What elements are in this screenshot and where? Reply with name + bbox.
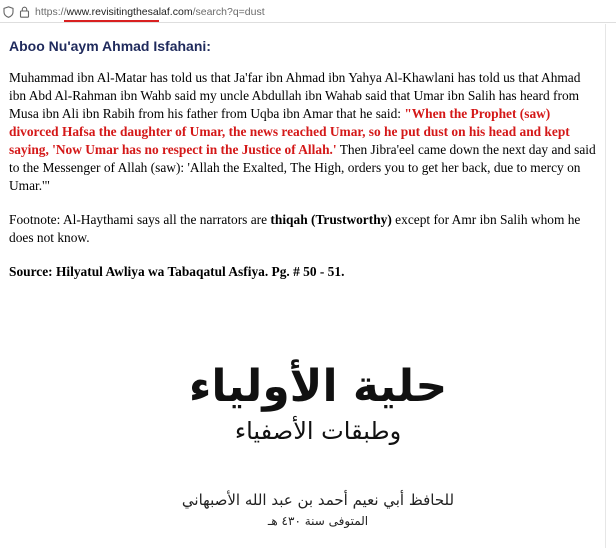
narration-continuation: Then Jibra'eel came down the next day and said to the Messenger of Allah (saw): 'Allah the Exalted, The High, orders you to get her back, due to mercy on Umar.'" [9, 142, 596, 193]
toolbar-divider [0, 22, 616, 23]
url-text[interactable] [35, 6, 265, 18]
book-author-death-arabic: المتوفى سنة ٤٣٠ هـ [267, 514, 369, 528]
url-prefix: https:// [35, 6, 67, 18]
narration-paragraph [9, 69, 599, 195]
footnote-paragraph [9, 211, 599, 247]
book-title-arabic: حلية الأولياء [188, 361, 448, 412]
shield-icon[interactable] [3, 6, 14, 18]
narration-quote-highlight: "When the Prophet (saw) divorced Hafsa the daughter of Umar, the news reached Umar, so he put dust on his head and kept saying, 'Now Umar has no respect in the Justice of Allah.' [9, 106, 570, 157]
narration-chain: Muhammad ibn Al-Matar has told us that Ja'far ibn Ahmad ibn Yahya Al-Khawlani has told us that Ahmad ibn Abd Al-Rahman ibn Wahb said my uncle Abdullah ibn Wahab said that Umar ibn Salih has heard from Musa ibn Ali ibn Rabih from his father from Uqba ibn Amar that he said: [9, 70, 581, 121]
footnote-prefix: Footnote: Al-Haythami says all the narrators are [9, 212, 271, 227]
book-author-arabic: للحافظ أبي نعيم أحمد بن عبد الله الأصبهاني [181, 491, 455, 509]
article-heading: Aboo Nu'aym Ahmad Isfahani: [9, 38, 211, 54]
scrollbar-track[interactable] [605, 24, 606, 548]
footnote-grading: thiqah (Trustworthy) [270, 212, 392, 227]
source-citation: Source: Hilyatul Awliya wa Tabaqatul Asfiya. Pg. # 50 - 51. [9, 264, 345, 279]
address-bar[interactable] [0, 0, 616, 24]
book-subtitle-arabic: وطبقات الأصفياء [234, 417, 402, 445]
book-cover-image [0, 343, 605, 548]
lock-icon[interactable] [19, 6, 30, 18]
article-content [9, 38, 599, 297]
url-path: /search?q=dust [192, 6, 265, 18]
footnote-suffix: except for Amr ibn Salih whom he does not know. [9, 212, 581, 245]
url-domain: www.revisitingthesalaf.com [66, 6, 193, 18]
